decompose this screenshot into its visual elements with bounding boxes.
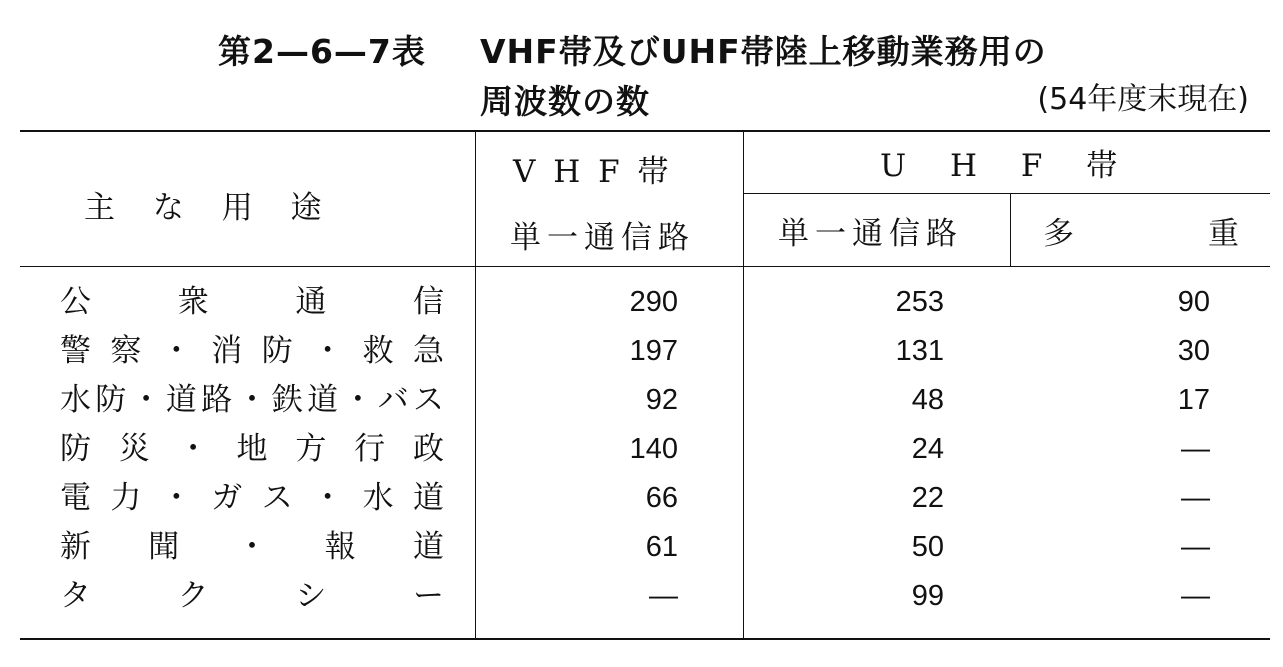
- row-label: 新聞・報道: [60, 529, 444, 565]
- header-main-use: 主 な 用 途: [84, 190, 322, 226]
- row-label: 公衆通信: [60, 284, 444, 320]
- uhf-header-divider: [743, 193, 1270, 194]
- row-label: タクシー: [60, 578, 444, 614]
- vertical-rule-uhf-multi: [1010, 194, 1011, 266]
- as-of-note: (54年度末現在): [1037, 82, 1249, 117]
- cell-vhf-single: 197: [629, 335, 678, 367]
- header-vhf-band: V H F 帯: [513, 154, 669, 190]
- row-label: 警察・消防・救急: [60, 333, 444, 369]
- header-uhf-band: U H F 帯: [880, 148, 1118, 184]
- cell-vhf-single: —: [649, 580, 678, 612]
- header-uhf-single-channel: 単一通信路: [778, 216, 963, 252]
- cell-uhf-multiplex: —: [1181, 482, 1210, 514]
- cell-uhf-multiplex: 17: [1177, 384, 1210, 416]
- vertical-rule-vhf: [743, 130, 744, 639]
- cell-uhf-multiplex: —: [1181, 580, 1210, 612]
- cell-vhf-single: 140: [629, 433, 678, 465]
- row-label: 電力・ガス・水道: [60, 480, 444, 516]
- cell-vhf-single: 290: [629, 286, 678, 318]
- cell-uhf-multiplex: 90: [1177, 286, 1210, 318]
- cell-uhf-single: 22: [911, 482, 944, 514]
- cell-uhf-single: 99: [911, 580, 944, 612]
- table-top-rule: [20, 130, 1270, 132]
- header-vhf-single-channel: 単一通信路: [510, 220, 695, 256]
- row-label: 防災・地方行政: [60, 431, 444, 467]
- cell-vhf-single: 61: [645, 531, 678, 563]
- header-uhf-multiplex-1: 多: [1043, 216, 1074, 252]
- table-title-line-1: VHF帯及びUHF帯陸上移動業務用の: [480, 32, 1047, 71]
- cell-uhf-single: 131: [895, 335, 944, 367]
- row-label: 水防・道路・鉄道・バス: [60, 382, 444, 418]
- header-uhf-multiplex-2: 重: [1208, 216, 1239, 252]
- table-title-line-2: 周波数の数: [480, 82, 650, 121]
- cell-uhf-multiplex: —: [1181, 433, 1210, 465]
- cell-uhf-multiplex: 30: [1177, 335, 1210, 367]
- header-bottom-rule: [20, 266, 1270, 267]
- cell-uhf-single: 50: [911, 531, 944, 563]
- table-number: 第2—6—7表: [218, 32, 426, 71]
- cell-vhf-single: 92: [645, 384, 678, 416]
- cell-uhf-multiplex: —: [1181, 531, 1210, 563]
- vertical-rule-label: [475, 130, 476, 639]
- cell-uhf-single: 24: [911, 433, 944, 465]
- cell-vhf-single: 66: [645, 482, 678, 514]
- cell-uhf-single: 48: [911, 384, 944, 416]
- table-bottom-rule: [20, 638, 1270, 640]
- cell-uhf-single: 253: [895, 286, 944, 318]
